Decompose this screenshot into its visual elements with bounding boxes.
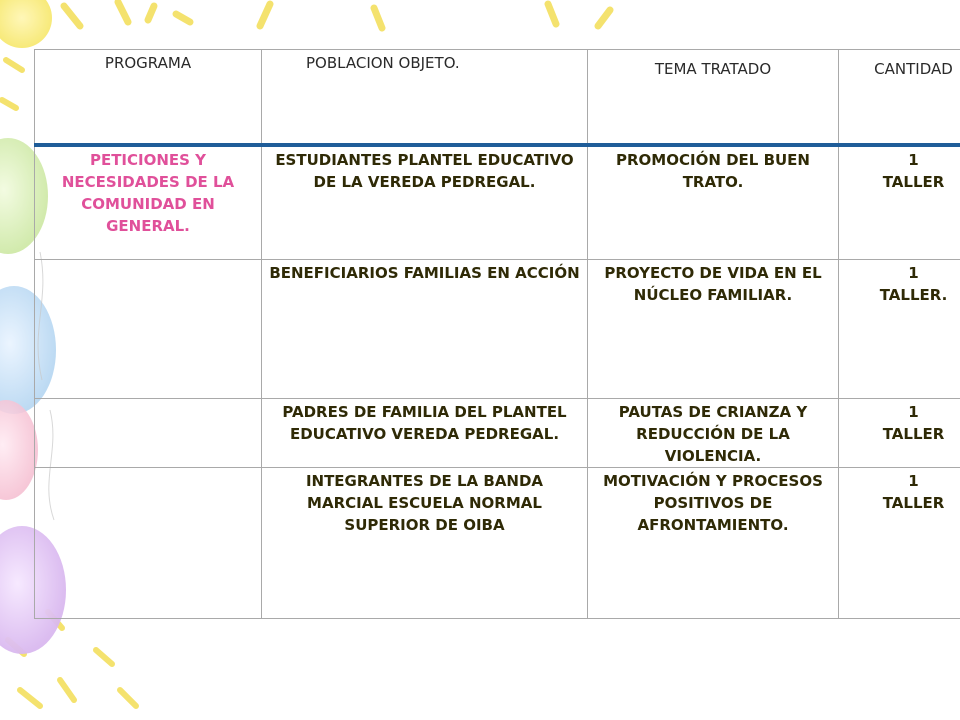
cantidad-number: 1 [908, 403, 919, 421]
cell-cantidad [839, 468, 960, 619]
cell-tema: PROYECTO DE VIDA EN EL NÚCLEO FAMILIAR. [588, 260, 839, 399]
cantidad-number: 1 [908, 264, 919, 282]
cell-cantidad [839, 260, 960, 399]
balloon-pink [0, 400, 38, 500]
table-row [35, 468, 960, 619]
program-table [34, 49, 960, 619]
cell-programa [35, 468, 262, 619]
header-cantidad: CANTIDAD [839, 50, 960, 146]
cantidad-unit: TALLER. [879, 286, 948, 304]
cell-tema: PAUTAS DE CRIANZA Y REDUCCIÓN DE LA VIOLENCIA. [588, 399, 839, 468]
table-row [35, 399, 960, 468]
cantidad-unit: TALLER [882, 173, 945, 191]
cell-programa [35, 399, 262, 468]
cell-programa [35, 260, 262, 399]
cell-poblacion: ESTUDIANTES PLANTEL EDUCATIVO DE LA VEREDA PEDREGAL. [262, 145, 588, 260]
cantidad-unit: TALLER [882, 425, 945, 443]
table-header-row [35, 50, 960, 146]
cantidad-number: 1 [908, 472, 919, 490]
header-tema: TEMA TRATADO [588, 50, 839, 146]
cell-tema: PROMOCIÓN DEL BUEN TRATO. [588, 145, 839, 260]
cell-tema: MOTIVACIÓN Y PROCESOS POSITIVOS DE AFRONTAMIENTO. [588, 468, 839, 619]
cell-programa: PETICIONES Y NECESIDADES DE LA COMUNIDAD EN GENERAL. [35, 145, 262, 260]
cell-poblacion: INTEGRANTES DE LA BANDA MARCIAL ESCUELA NORMAL SUPERIOR DE OIBA [262, 468, 588, 619]
cell-poblacion: PADRES DE FAMILIA DEL PLANTEL EDUCATIVO VEREDA PEDREGAL. [262, 399, 588, 468]
table-row [35, 145, 960, 260]
cell-cantidad [839, 145, 960, 260]
rays-top [64, 2, 610, 28]
cantidad-number: 1 [908, 151, 919, 169]
cell-cantidad [839, 399, 960, 468]
header-poblacion: POBLACION OBJETO. [262, 50, 588, 146]
cell-poblacion: BENEFICIARIOS FAMILIAS EN ACCIÓN [262, 260, 588, 399]
header-programa: PROGRAMA [35, 50, 262, 146]
table-row [35, 260, 960, 399]
cantidad-unit: TALLER [882, 494, 945, 512]
sun-shape [0, 0, 52, 48]
